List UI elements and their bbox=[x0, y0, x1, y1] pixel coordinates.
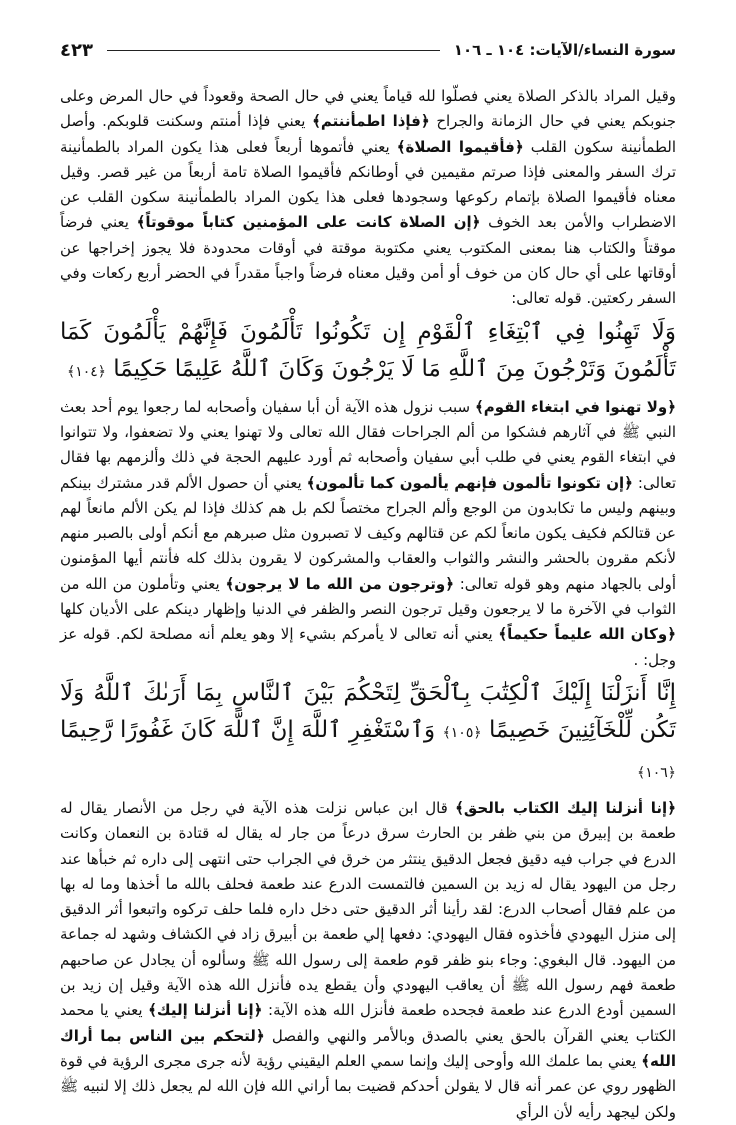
text-run: يعني فرضاً موقتاً والكتاب هنا بمعنى المكتوب يعني مكتوبة موقتة في أوقات محدودة فلا يجوز إخراجها عن أوقاتها على أي حال كان من خوف أو أمن وقيل معناه فرضاً واجباً مقدراً في الحضر أربع ركعات وفي السفر ركعتين. قوله تعالى: bbox=[60, 213, 676, 308]
running-header bbox=[60, 38, 676, 62]
quran-verse-104 bbox=[60, 314, 676, 391]
quote-run: ﴿فإذا اطمأننتم﴾ bbox=[312, 112, 430, 131]
text-run: يعني يا محمد الكتاب يعني القرآن بالحق يعني بالصدق وبالأمر والنهي والفصل bbox=[60, 1001, 676, 1045]
quote-run: ﴿إن تكونوا تألمون فإنهم يألمون كما تألمون﴾ bbox=[306, 473, 633, 492]
text-run: سبب نزول هذه الآية أن أبا سفيان وأصحابه لما رجعوا يوم أحد بعث النبي ﷺ في آثارهم فشكوا من ألم الجراحات فقال الله تعالى ولا تهنوا يعني ولا تضعفوا، ولا تتوانوا في ابتغاء القوم يعني في طلب أبي سفيان وأصحابه ثم أورد عليهم الحجة في ذلك وألزمهم بها فقال تعالى: bbox=[60, 397, 676, 492]
header-title: سورة النساء/الآيات: ١٠٤ ـ ١٠٦ bbox=[453, 41, 676, 59]
quote-run: ﴿إنا أنزلنا إليك﴾ bbox=[148, 1001, 263, 1020]
quran-verse-105-106 bbox=[60, 675, 676, 792]
text-run: يعني وتأملون من الله من الثواب في الآخرة ما لا يرجعون وقيل ترجون النصر والظفر في الدنيا وإظهار دينكم على الأديان كلها bbox=[60, 574, 676, 619]
text-run: يعني بما علمك الله وأوحى إليك وإنما سمي العلم اليقيني رؤية لأنه جرى مجرى الرؤية في قوة الظهور روي عن عمر أنه قال لا يقولن أحدكم قضيت بما أراني الله فإن الله لم يجعل ذلك إلا لنبيه ﷺ ولكن ليجهد رأيه لأن الرأي bbox=[60, 1051, 676, 1121]
page-body bbox=[60, 84, 676, 1125]
text-run: يعني فإذا أمنتم وسكنت قلوبكم. وأصل الطمأنينة سكون القلب bbox=[60, 112, 676, 156]
text-run: يعني أن حصول الألم قدر مشترك بينكم وبينهم وليس ما تكابدون من الوجع وألم الجراح مختصاً لكم بل هم كذلك فإذا لم يكن الألم مانعاً لهم عن قتالكم فكيف يكون مانعاً لكم عن قتالهم وكيف لا تصبرون مثل صبرهم مع أنكم أولى بالصبر منهم لأنكم مقرون بالحشر والنشر والثواب والعقاب والمشركون لا يقرون بذلك كله فأنتم أيها المؤمنون أولى بالجهاد منهم وهو قوله تعالى: bbox=[60, 473, 676, 593]
verse-text: وَٱسْتَغْفِرِ ٱللَّهَ إِنَّ ٱللَّهَ كَانَ غَفُورًا رَّحِيمًا bbox=[60, 716, 436, 743]
quote-run: ﴿ولا تهنوا في ابتغاء القوم﴾ bbox=[474, 397, 676, 416]
verse-number: ﴿١٠٥﴾ bbox=[442, 724, 482, 741]
quote-run: ﴿إن الصلاة كانت على المؤمنين كتاباً موقوتاً﴾ bbox=[136, 213, 481, 232]
paragraph-2 bbox=[60, 395, 676, 673]
verse-number: ﴿١٠٤﴾ bbox=[67, 363, 106, 380]
paragraph-1 bbox=[60, 84, 676, 312]
paragraph-3 bbox=[60, 796, 676, 1125]
text-run: وقيل المراد بالذكر الصلاة يعني فصلّوا لله قياماً يعني في حال الصحة وقعوداً في حال المرض وعلى جنوبكم يعني في حال الزمانة والجراح bbox=[60, 87, 677, 131]
header-rule bbox=[107, 50, 440, 51]
quote-run: ﴿فأقيموا الصلاة﴾ bbox=[396, 137, 524, 156]
text-run: قال ابن عباس نزلت هذه الآية في رجل من الأنصار يقال له طعمة بن إبيرق من بني ظفر بن الحارث سرق درعاً من جار له يقال له قتادة بن النعمان وكانت الدرع في جراب فيه دقيق فجعل الدقيق ينتثر من خرق في الجراب حتى انتهى إلى داره ثم خبأها عند رجل من اليهود يقال له زيد بن السمين فالتمست الدرع عند طعمة فحلف بالله ما أخذها وما له بها من علم فقال أصحاب الدرع: لقد رأينا أثر الدقيق حتى دخل داره فلما حلف تركوه واتبعوا أثر الدقيق إلى منزل اليهودي فأخذوه فقال اليهودي: دفعها إلي طعمة بن أبيرق زاد في الكشاف وشهد له جماعة من اليهود. قال البغوي: وجاء بنو ظفر قوم طعمة إلى رسول الله ﷺ وسألوه أن يجادل عن صاحبهم طعمة فهم رسول الله ﷺ أن يعاقب اليهودي وأن يقطع يده فأنزل الله هذه الآية وقيل إن زيد بن السمين أودع الدرع عند طعمة فجحده طعمة فأنزل الله هذه الآية: bbox=[60, 798, 676, 1020]
verse-text: وَلَا تَهِنُوا فِي ٱبْتِغَاءِ ٱلْقَوْمِ إِن تَكُونُوا تَأْلَمُونَ فَإِنَّهُمْ يَأْلَمُونَ كَمَا تَأْلَمُونَ وَتَرْجُونَ مِنَ ٱللَّهِ مَا لَا يَرْجُونَ وَكَانَ ٱللَّهُ عَلِيمًا حَكِيمًا bbox=[60, 318, 676, 382]
text-run: يعني فأتموها أربعاً فعلى هذا يكون المراد بالطمأنينة ترك السفر والمعنى فإذا صرتم مقيمين في أوطانكم فأقيموا الصلاة تامة أربعاً من غير قصر. وقيل معناه فأقيموا الصلاة بإتمام ركوعها وسجودها فعلى هذا يكون المراد بالطمأنينة سكون القلب عن الاضطراب والأمن بعد الخوف bbox=[60, 137, 676, 232]
text-run: يعني أنه تعالى لا يأمركم بشيء إلا وهو يعلم أنه مصلحة لكم. قوله عز وجل: . bbox=[60, 625, 676, 669]
quote-run: ﴿لتحكم بين الناس بما أراك الله﴾ bbox=[60, 1026, 676, 1070]
quote-run: ﴿وترجون من الله ما لا يرجون﴾ bbox=[225, 574, 455, 593]
quote-run: ﴿إنا أنزلنا إليك الكتاب بالحق﴾ bbox=[455, 798, 676, 817]
verse-text: إِنَّا أَنزَلْنَا إِلَيْكَ ٱلْكِتَٰبَ بِٱلْحَقِّ لِتَحْكُمَ بَيْنَ ٱلنَّاسِ بِمَا أَرَىٰكَ ٱللَّهُ وَلَا تَكُن لِّلْخَآئِنِينَ خَصِيمًا bbox=[60, 679, 677, 743]
page-number: ٤٢٣ bbox=[60, 39, 93, 61]
verse-number: ﴿١٠٦﴾ bbox=[637, 764, 676, 781]
quote-run: ﴿وكان الله عليماً حكيماً﴾ bbox=[498, 625, 676, 644]
